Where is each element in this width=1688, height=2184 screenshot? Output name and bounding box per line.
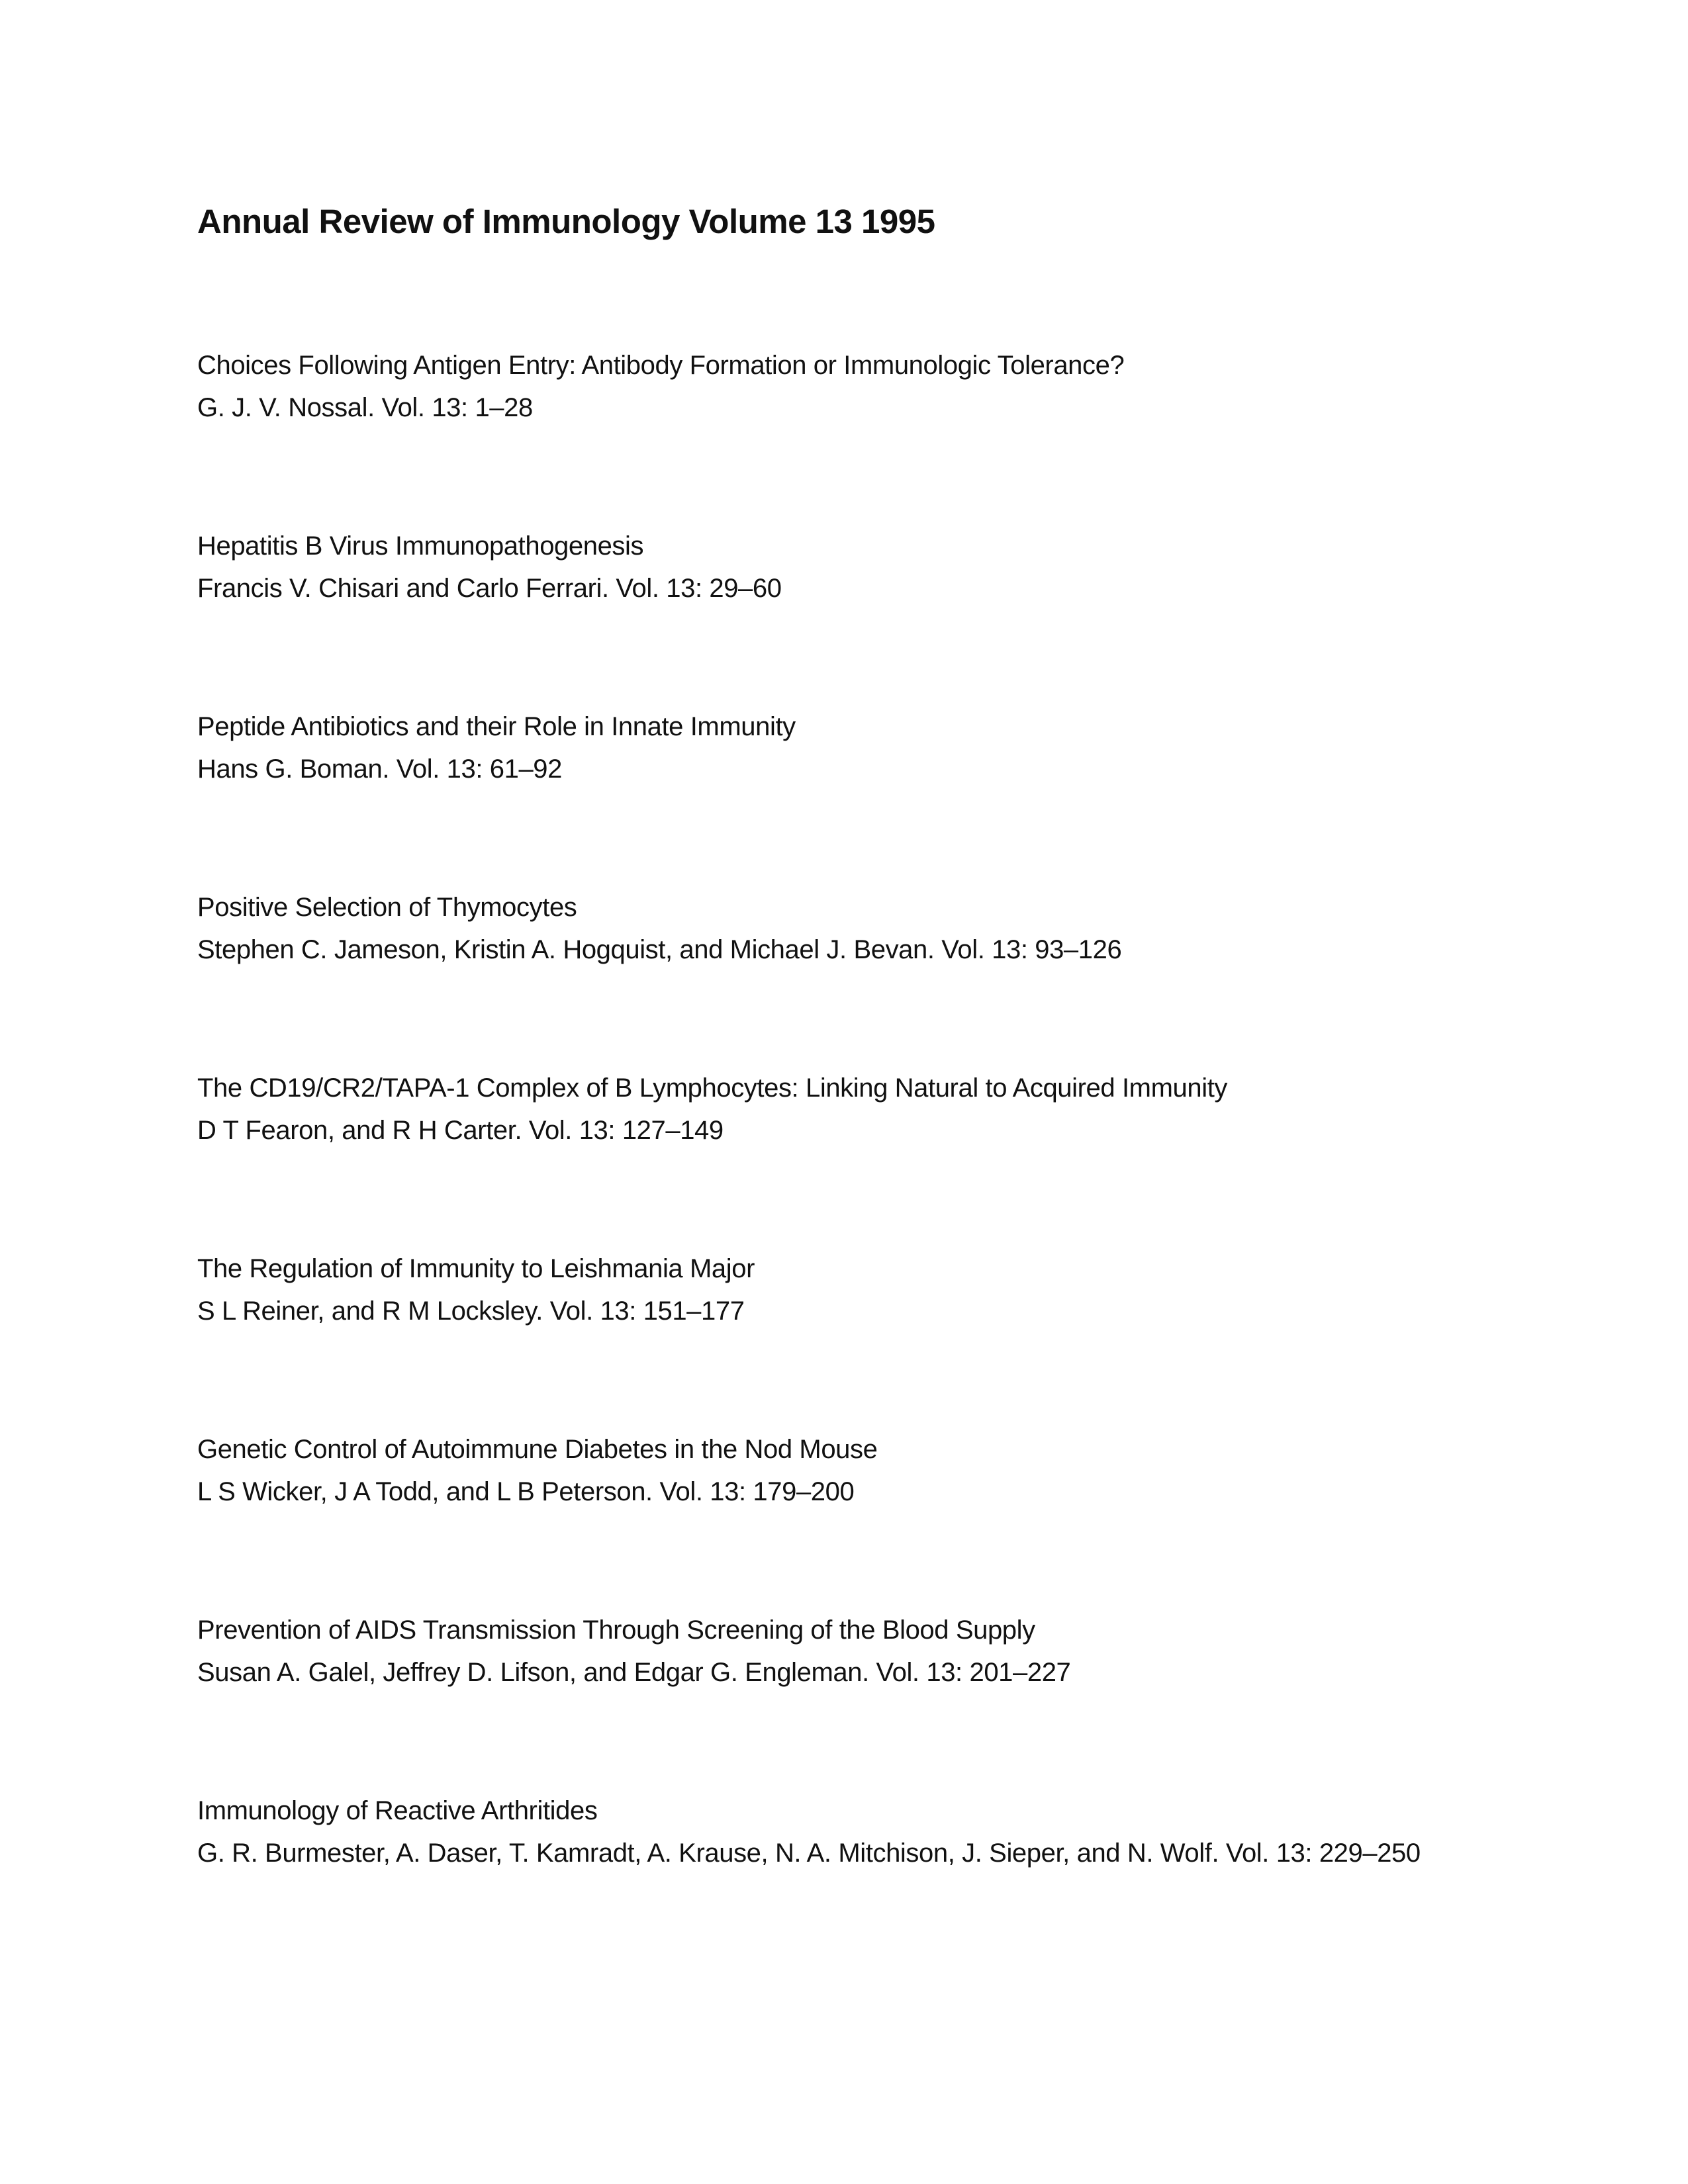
article-title: Genetic Control of Autoimmune Diabetes in the Nod Mouse bbox=[197, 1435, 878, 1464]
article-citation: Stephen C. Jameson, Kristin A. Hogquist, and Michael J. Bevan. Vol. 13: 93–126 bbox=[197, 935, 1122, 964]
article-citation: Susan A. Galel, Jeffrey D. Lifson, and Edgar G. Engleman. Vol. 13: 201–227 bbox=[197, 1658, 1071, 1687]
article-entry bbox=[197, 1428, 1468, 1513]
article-entry bbox=[197, 344, 1468, 429]
article-citation: D T Fearon, and R H Carter. Vol. 13: 127–149 bbox=[197, 1116, 724, 1145]
article-citation: S L Reiner, and R M Locksley. Vol. 13: 151–177 bbox=[197, 1297, 745, 1326]
article-title: The Regulation of Immunity to Leishmania Major bbox=[197, 1254, 755, 1283]
article-citation: G. J. V. Nossal. Vol. 13: 1–28 bbox=[197, 393, 533, 422]
article-title: Peptide Antibiotics and their Role in Innate Immunity bbox=[197, 712, 796, 741]
article-title: Prevention of AIDS Transmission Through Screening of the Blood Supply bbox=[197, 1615, 1035, 1645]
article-entry bbox=[197, 1609, 1468, 1694]
article-title: The CD19/CR2/TAPA-1 Complex of B Lymphocytes: Linking Natural to Acquired Immunity bbox=[197, 1073, 1228, 1103]
article-entry bbox=[197, 886, 1468, 971]
article-title: Choices Following Antigen Entry: Antibody Formation or Immunologic Tolerance? bbox=[197, 351, 1125, 380]
article-entry bbox=[197, 1248, 1468, 1332]
article-title: Positive Selection of Thymocytes bbox=[197, 893, 577, 922]
article-citation: Francis V. Chisari and Carlo Ferrari. Vol. 13: 29–60 bbox=[197, 574, 782, 603]
article-entry bbox=[197, 1790, 1468, 1874]
page-title: Annual Review of Immunology Volume 13 1995 bbox=[197, 203, 935, 240]
article-title: Immunology of Reactive Arthritides bbox=[197, 1796, 598, 1825]
article-citation: G. R. Burmester, A. Daser, T. Kamradt, A. Krause, N. A. Mitchison, J. Sieper, and N. Wolf. Vol. 13: 229–250 bbox=[197, 1839, 1421, 1868]
article-entry bbox=[197, 525, 1468, 610]
article-citation: Hans G. Boman. Vol. 13: 61–92 bbox=[197, 754, 562, 784]
article-entry bbox=[197, 705, 1468, 790]
article-title: Hepatitis B Virus Immunopathogenesis bbox=[197, 531, 644, 561]
article-citation: L S Wicker, J A Todd, and L B Peterson. Vol. 13: 179–200 bbox=[197, 1477, 855, 1506]
article-entry bbox=[197, 1067, 1468, 1152]
